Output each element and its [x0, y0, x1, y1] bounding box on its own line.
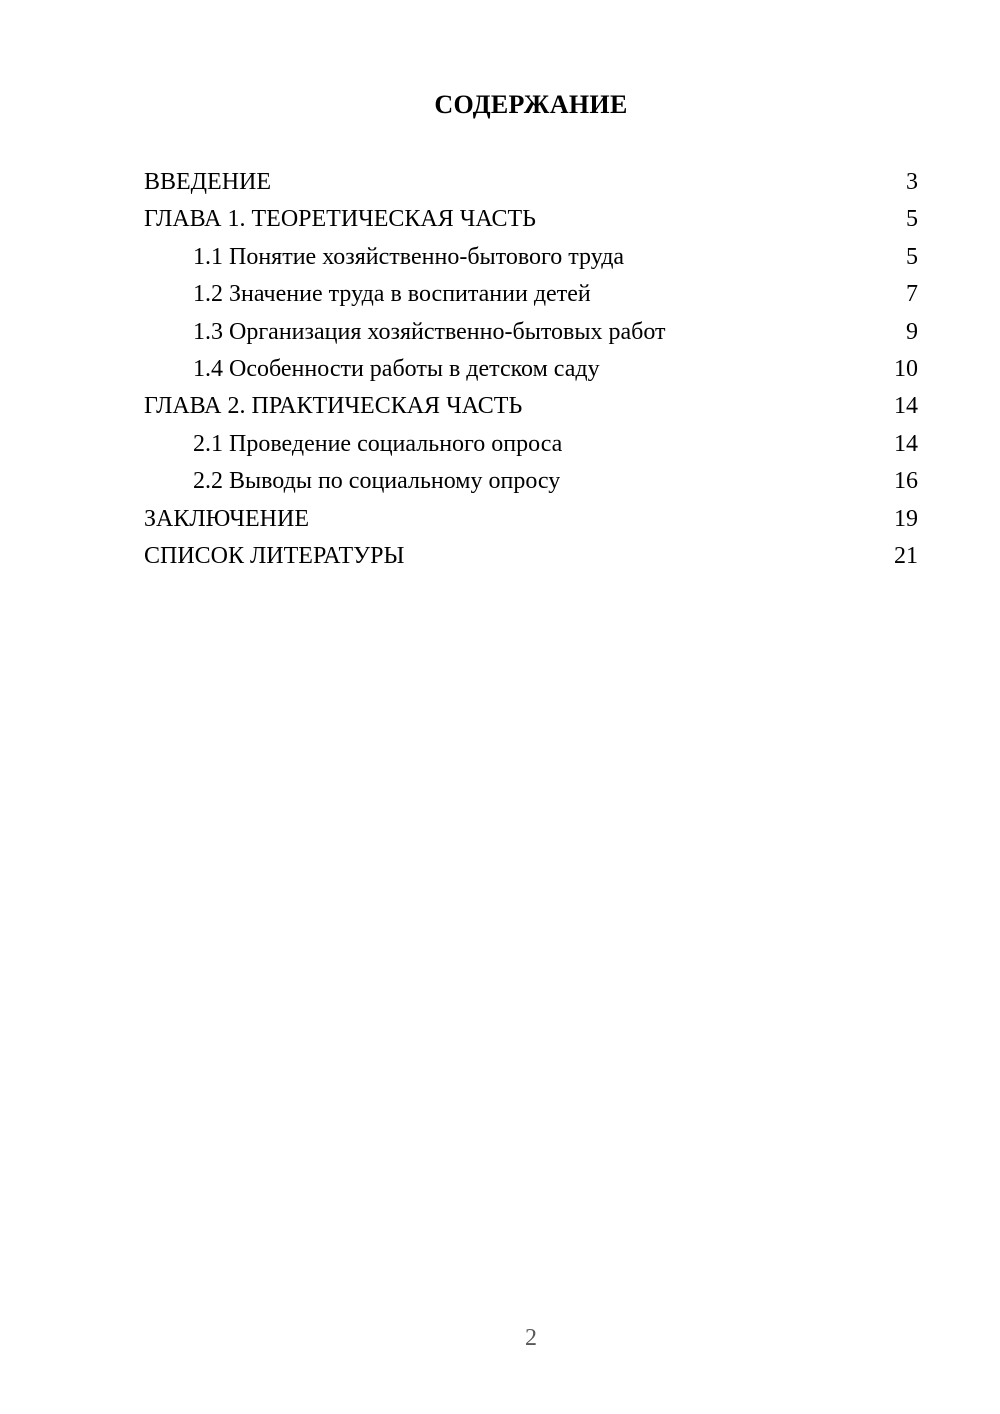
toc-entry: [144, 201, 918, 238]
toc-entry-page: 10: [894, 355, 918, 382]
toc-entry: [144, 314, 918, 351]
toc-list: [144, 164, 918, 575]
toc-entry: [144, 426, 918, 463]
toc-entry-label: 1.3 Организация хозяйственно-бытовых работ: [193, 318, 666, 345]
toc-entry: [144, 164, 918, 201]
toc-entry: [144, 388, 918, 425]
toc-entry-label: ВВЕДЕНИЕ: [144, 169, 272, 195]
toc-entry: [144, 276, 918, 313]
toc-entry-label: 2.2 Выводы по социальному опросу: [193, 468, 561, 495]
toc-entry-page: 16: [894, 468, 918, 495]
toc-entry-page: 21: [894, 542, 918, 569]
toc-entry-label: 1.1 Понятие хозяйственно-бытового труда: [193, 243, 625, 270]
toc-entry-page: 14: [894, 393, 918, 420]
toc-entry: [144, 239, 918, 276]
toc-entry-label: ГЛАВА 2. ПРАКТИЧЕСКАЯ ЧАСТЬ: [144, 393, 523, 420]
toc-entry-page: 14: [894, 430, 918, 457]
toc-entry-label: ГЛАВА 1. ТЕОРЕТИЧЕСКАЯ ЧАСТЬ: [144, 206, 536, 233]
toc-entry: [144, 351, 918, 388]
footer-page-number: 2: [525, 1325, 537, 1351]
toc-entry-label: ЗАКЛЮЧЕНИЕ: [144, 505, 309, 532]
toc-entry: [144, 501, 918, 538]
toc-entry-page: 9: [906, 318, 918, 345]
toc-entry-page: 5: [906, 206, 918, 233]
toc-entry-page: 19: [894, 505, 918, 532]
toc-entry-label: 2.1 Проведение социального опроса: [193, 430, 563, 457]
toc-entry-label: 1.2 Значение труда в воспитании детей: [193, 281, 591, 308]
toc-title: СОДЕРЖАНИЕ: [434, 90, 628, 119]
toc-entry-page: 7: [906, 281, 918, 308]
toc-entry-page: 3: [906, 169, 918, 195]
toc-entry-label: 1.4 Особенности работы в детском саду: [193, 355, 600, 382]
toc-entry-label: СПИСОК ЛИТЕРАТУРЫ: [144, 542, 405, 569]
toc-entry-page: 5: [906, 243, 918, 270]
toc-entry: [144, 538, 918, 575]
toc-entry: [144, 463, 918, 500]
